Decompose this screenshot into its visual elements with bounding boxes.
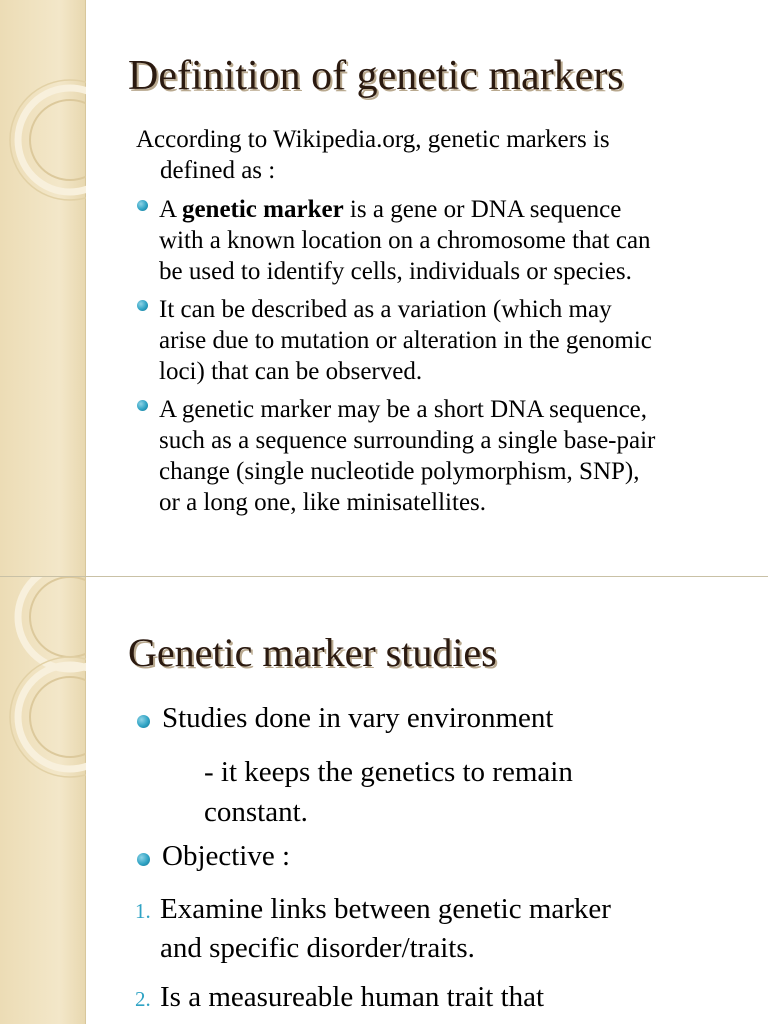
bullet-line-2: with a known location on a chromosome that can — [159, 227, 651, 254]
bullet-line-2: arise due to mutation or alteration in the genomic — [159, 327, 652, 354]
sub-line-2: constant. — [204, 796, 308, 828]
numbered-line-1: Examine links between genetic marker — [160, 893, 611, 925]
intro-line-2: defined as : — [160, 157, 276, 184]
bullet-icon — [137, 400, 148, 411]
bullet-prefix: A — [159, 196, 182, 223]
numbered-line-1: Is a measureable human trait that — [160, 981, 545, 1013]
bullet-icon — [137, 300, 148, 311]
numbered-line-2: and specific disorder/traits. — [160, 932, 475, 964]
bullet-line-1: A genetic marker may be a short DNA sequence, — [159, 396, 648, 423]
list-number: 1. — [135, 899, 151, 923]
bullet-text — [159, 394, 749, 518]
bullet-text: Studies done in vary environment — [162, 702, 554, 734]
sub-line-1: - it keeps the genetics to remain — [204, 756, 573, 788]
bold-term: genetic marker — [181, 196, 344, 223]
bullet-line-3: change (single nucleotide polymorphism, SNP), — [159, 458, 640, 485]
bullet-line-2: such as a sequence surrounding a single base-pair — [159, 427, 656, 454]
intro-paragraph — [136, 124, 746, 186]
section-title: Genetic marker studies — [128, 630, 497, 675]
bullet-line-1-rest: is a gene or DNA sequence — [343, 196, 622, 223]
bullet-line-4: or a long one, like minisatellites. — [159, 489, 487, 516]
bullet-text: Objective : — [162, 840, 291, 872]
bullet-line-3: loci) that can be observed. — [159, 358, 423, 385]
bullet-icon — [137, 200, 148, 211]
bullet-line-3: be used to identify cells, individuals or species. — [159, 258, 632, 285]
slide-studies — [0, 577, 768, 1024]
list-number: 2. — [135, 987, 151, 1011]
bullet-text — [159, 294, 749, 387]
bullet-icon — [137, 853, 150, 866]
decorative-side-band — [0, 577, 86, 1024]
intro-line-1: According to Wikipedia.org, genetic markers is — [136, 126, 610, 153]
bullet-text — [159, 194, 749, 287]
circle-ornament-icon — [0, 577, 86, 1024]
bullet-line-1: It can be described as a variation (which may — [159, 296, 612, 323]
page-title: Definition of genetic markers — [128, 53, 624, 99]
bullet-icon — [137, 715, 150, 728]
decorative-side-band — [0, 0, 86, 576]
circle-ornament-icon — [0, 0, 86, 576]
